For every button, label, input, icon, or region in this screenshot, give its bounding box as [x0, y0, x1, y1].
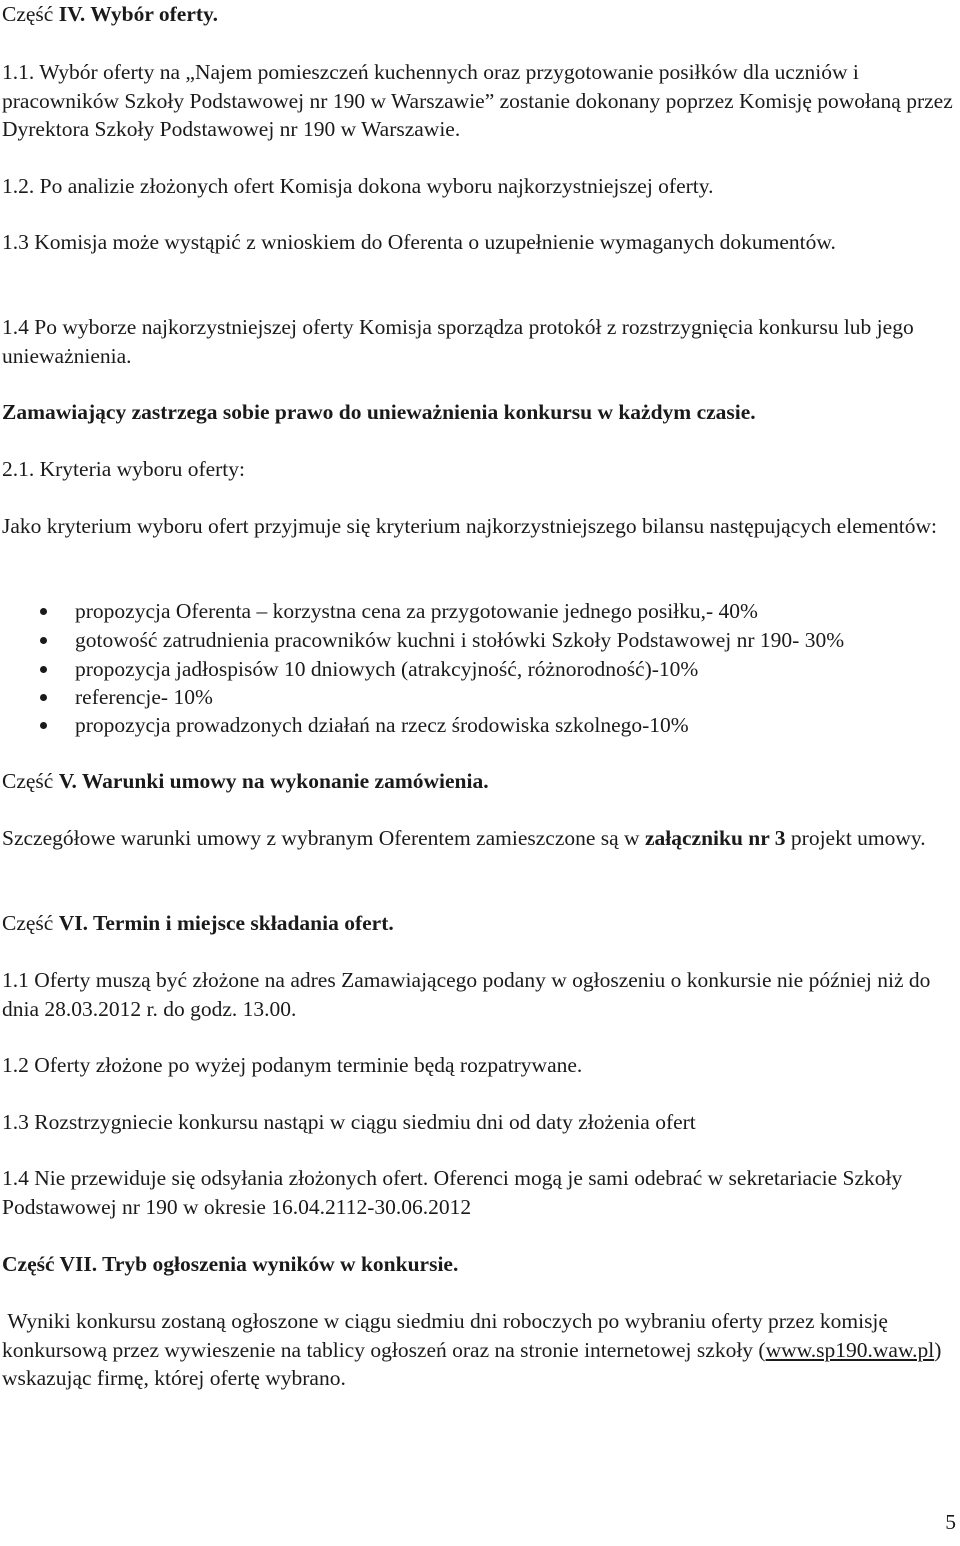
section-7-heading: Część VII. Tryb ogłoszenia wyników w konkursie.: [2, 1252, 459, 1276]
reservation-notice: Zamawiający zastrzega sobie prawo do unieważnienia konkursu w każdym czasie.: [2, 400, 756, 424]
section-6-paragraph-1-4: 1.4 Nie przewiduje się odsyłania złożonych ofert. Oferenci mogą je sami odebrać w sekretariacie Szkoły Podstawowej nr 190 w okresie 16.04.2112-30.06.2012: [2, 1166, 903, 1219]
section-6-paragraph-1-2: 1.2 Oferty złożone po wyżej podanym terminie będą rozpatrywane.: [2, 1053, 583, 1077]
list-item: gotowość zatrudnienia pracowników kuchni i stołówki Szkoły Podstawowej nr 190- 30%: [2, 626, 954, 655]
section-4-paragraph-1-4: 1.4 Po wyborze najkorzystniejszej oferty Komisja sporządza protokół z rozstrzygnięcia konkursu lub jego unieważnienia.: [2, 315, 914, 368]
section-5-heading: Część V. Warunki umowy na wykonanie zamówienia.: [2, 769, 489, 793]
section-6-paragraph-1-1: 1.1 Oferty muszą być złożone na adres Zamawiającego podany w ogłoszeniu o konkursie nie później niż do dnia 28.03.2012 r. do godz. 13.00.: [2, 968, 931, 1021]
section-4-paragraph-1-1: 1.1. Wybór oferty na „Najem pomieszczeń kuchennych oraz przygotowanie posiłków dla uczniów i pracowników Szkoły Podstawowej nr 190 w Warszawie” zostanie dokonany poprzez Komisję powołaną przez Dyrektora Szkoły Podstawowej nr 190 w Warszawie.: [2, 60, 953, 141]
list-item: referencje- 10%: [2, 683, 954, 712]
section-4-paragraph-1-2: 1.2. Po analizie złożonych ofert Komisja dokona wyboru najkorzystniejszej oferty.: [2, 174, 714, 198]
section-4-heading: Część IV. Wybór oferty.: [2, 2, 218, 26]
bullet-icon: [40, 637, 47, 644]
section-7-text: Wyniki konkursu zostaną ogłoszone w ciągu siedmiu dni roboczych po wybraniu oferty przez komisję konkursową przez wywieszenie na tablicy ogłoszeń oraz na stronie internetowej szkoły (www.sp190.waw.pl) wskazując firmę, której ofertę wybrano.: [2, 1309, 947, 1390]
section-6-heading: Część VI. Termin i miejsce składania ofert.: [2, 911, 394, 935]
section-5-text: Szczegółowe warunki umowy z wybranym Oferentem zamieszczone są w załączniku nr 3 projekt umowy.: [2, 826, 926, 850]
bullet-icon: [40, 666, 47, 673]
bullet-icon: [40, 608, 47, 615]
page-number: 5: [945, 1510, 956, 1534]
list-item: propozycja prowadzonych działań na rzecz środowiska szkolnego-10%: [2, 711, 954, 740]
criteria-intro: Jako kryterium wyboru ofert przyjmuje się kryterium najkorzystniejszego bilansu następujących elementów:: [2, 514, 937, 538]
section-4-paragraph-1-3: 1.3 Komisja może wystąpić z wnioskiem do Oferenta o uzupełnienie wymaganych dokumentów.: [2, 230, 836, 254]
list-item: propozycja jadłospisów 10 dniowych (atrakcyjność, różnorodność)-10%: [2, 655, 954, 684]
section-4-paragraph-2-1: 2.1. Kryteria wyboru oferty:: [2, 457, 245, 481]
bullet-icon: [40, 722, 47, 729]
bullet-icon: [40, 694, 47, 701]
list-item: propozycja Oferenta – korzystna cena za przygotowanie jednego posiłku,- 40%: [2, 597, 954, 626]
section-6-paragraph-1-3: 1.3 Rozstrzygniecie konkursu nastąpi w ciągu siedmiu dni od daty złożenia ofert: [2, 1110, 696, 1134]
school-website-link[interactable]: www.sp190.waw.pl: [765, 1337, 935, 1362]
